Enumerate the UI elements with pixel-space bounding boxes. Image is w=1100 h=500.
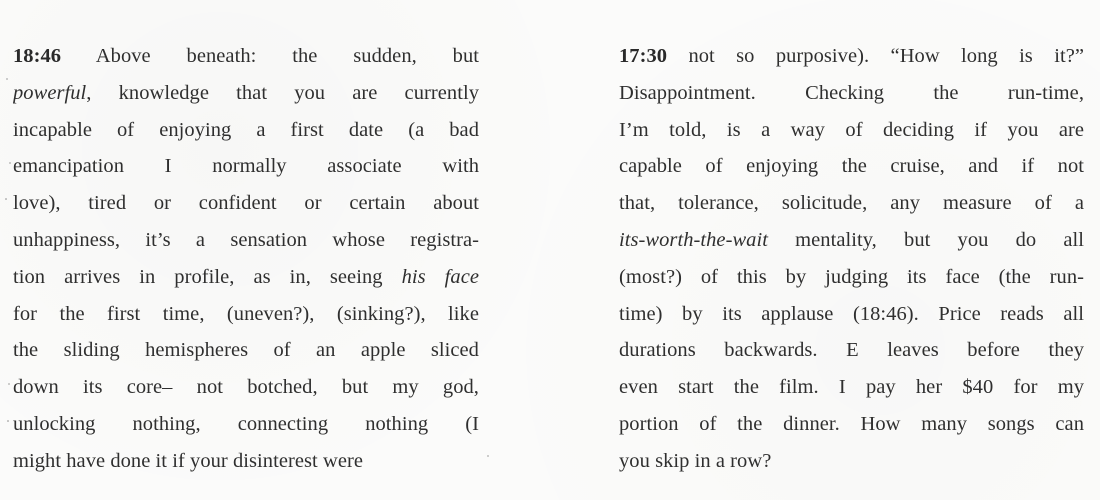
text-line	[13, 38, 479, 75]
text-segment: , knowledge that you are currently	[86, 81, 479, 104]
text-segment: love), tired or confident or certain about	[13, 192, 479, 215]
left-page-text	[13, 38, 479, 480]
text-line	[619, 38, 1084, 75]
text-line	[619, 296, 1084, 333]
text-line	[619, 75, 1084, 112]
text-segment: the sliding hemispheres of an apple sliced	[13, 339, 479, 362]
text-segment: durations backwards. E leaves before they	[619, 339, 1084, 362]
text-line	[13, 296, 479, 333]
text-line	[13, 112, 479, 149]
paper-speck	[487, 455, 489, 457]
italic-text: his face	[401, 265, 479, 288]
text-segment: Above beneath: the sudden, but	[61, 45, 479, 67]
text-segment: mentality, but you do all	[767, 228, 1084, 251]
paper-speck	[9, 162, 11, 164]
text-line	[13, 259, 479, 296]
text-segment: time) by its applause (18:46). Price reads all	[619, 302, 1084, 325]
text-line	[619, 259, 1084, 296]
text-segment: emancipation I normally associate with	[13, 155, 479, 178]
timestamp: 18:46	[13, 45, 62, 67]
text-segment: capable of enjoying the cruise, and if not	[619, 155, 1084, 178]
text-line	[13, 222, 479, 259]
text-line	[13, 406, 479, 443]
text-line	[13, 185, 479, 222]
text-segment: might have done it if your disinterest were	[13, 449, 363, 472]
text-segment: unlocking nothing, connecting nothing (I	[13, 412, 479, 435]
paper-speck	[8, 383, 10, 385]
paper-speck	[7, 420, 9, 422]
text-segment: I’m told, is a way of deciding if you are	[619, 118, 1084, 141]
text-segment: down its core– not botched, but my god,	[13, 376, 479, 399]
text-line	[13, 332, 479, 369]
text-segment: portion of the dinner. How many songs can	[619, 412, 1084, 435]
text-line	[13, 75, 479, 112]
timestamp: 17:30	[619, 45, 668, 67]
text-segment: incapable of enjoying a first date (a bad	[13, 118, 479, 141]
text-line	[619, 112, 1084, 149]
text-line	[13, 369, 479, 406]
text-line	[619, 443, 1084, 480]
text-line	[619, 148, 1084, 185]
text-line	[13, 443, 479, 480]
text-line	[619, 369, 1084, 406]
text-segment: not so purposive). “How long is it?”	[667, 45, 1084, 67]
text-line	[619, 332, 1084, 369]
italic-text: powerful	[13, 81, 87, 104]
text-line	[619, 222, 1084, 259]
text-segment: even start the film. I pay her $40 for my	[619, 376, 1084, 399]
text-segment: Disappointment. Checking the run-time,	[619, 81, 1084, 104]
text-line	[619, 185, 1084, 222]
text-line	[13, 148, 479, 185]
text-segment: tion arrives in profile, as in, seeing	[13, 265, 402, 288]
text-segment: for the first time, (uneven?), (sinking?), like	[13, 302, 479, 325]
text-segment: unhappiness, it’s a sensation whose registra-	[13, 228, 479, 251]
text-line	[619, 406, 1084, 443]
italic-text: its-worth-the-wait	[619, 228, 768, 251]
text-segment: that, tolerance, solicitude, any measure of a	[619, 192, 1084, 215]
paper-speck	[5, 198, 7, 200]
right-page-text	[619, 38, 1084, 480]
text-segment: you skip in a row?	[619, 449, 772, 472]
text-segment: (most?) of this by judging its face (the run-	[619, 265, 1084, 288]
paper-speck	[6, 78, 8, 80]
